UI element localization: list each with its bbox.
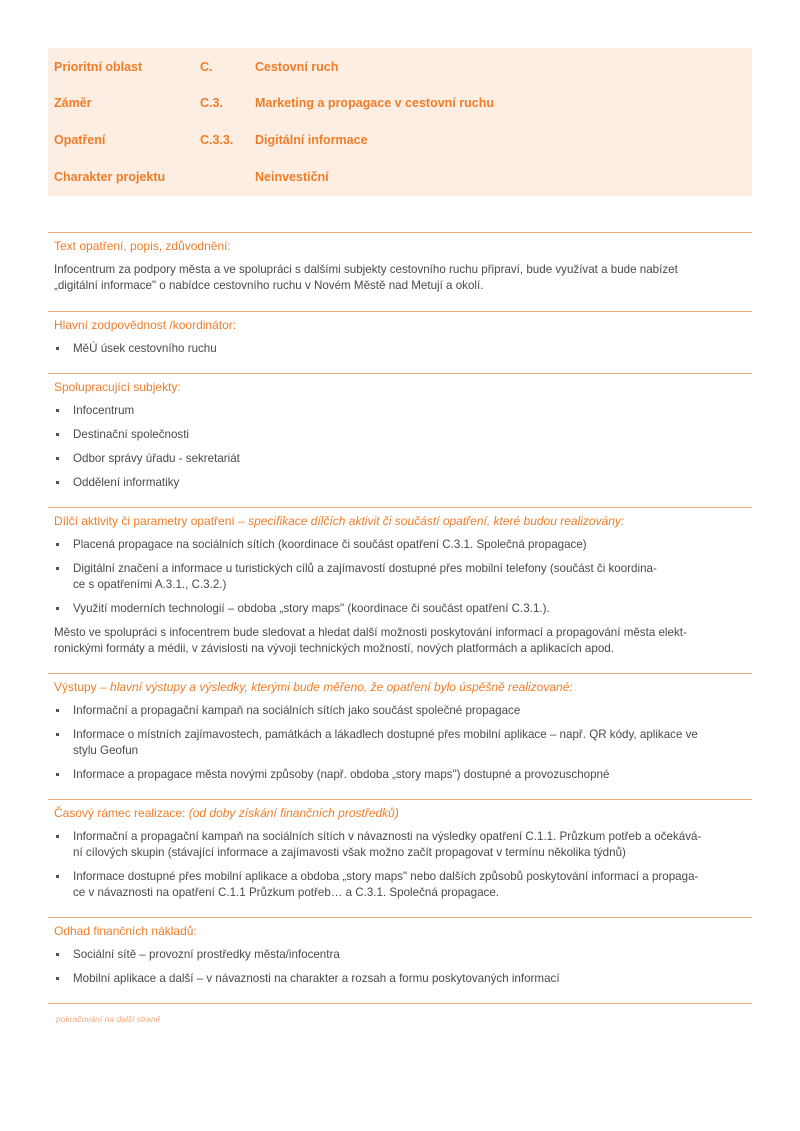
bullet-list — [54, 703, 752, 783]
list-item — [54, 601, 752, 617]
section-outputs — [48, 680, 752, 791]
section-title-main: Dílčí aktivity či parametry opatření — [54, 514, 235, 528]
bullet-list — [54, 341, 752, 357]
header-row-project-type — [48, 170, 752, 190]
header-label: Záměr — [54, 96, 92, 110]
paragraph-line: Město ve spolupráci s infocentrem bude sledovat a hledat další možnosti poskytování informací a propagování města elekt- — [54, 626, 687, 639]
list-item — [54, 537, 752, 553]
section-title: Text opatření, popis, zdůvodnění: — [54, 239, 231, 253]
list-item — [54, 703, 752, 719]
section-title: Spolupracující subjekty: — [54, 380, 181, 394]
bullet-list — [54, 537, 752, 617]
section-title-main: Výstupy — [54, 680, 97, 694]
header-row-measure — [48, 133, 752, 153]
header-label: Opatření — [54, 133, 106, 147]
list-item — [54, 947, 752, 963]
list-item-line: stylu Geofun — [73, 744, 139, 757]
list-item: Odbor správy úřadu - sekretariát — [54, 451, 752, 467]
header-code: C. — [200, 60, 213, 74]
list-item — [54, 829, 752, 861]
list-item-line: Placená propagace na sociálních sítích (koordinace či součást opatření C.3.1. Společná propagace) — [73, 538, 587, 551]
header-value: Digitální informace — [255, 133, 368, 147]
list-item-line: ce s opatřeními A.3.1., C.3.2.) — [73, 578, 227, 591]
section-title-subtitle: – specifikace dílčích aktivit či součástí opatření, které budou realizovány: — [234, 514, 625, 528]
paragraph-line: „digitální informace" o nabídce cestovního ruchu v Novém Městě nad Metují a okolí. — [54, 279, 484, 292]
bullet-list — [54, 403, 752, 491]
header-row-priority-area — [48, 60, 752, 80]
list-item-line: Digitální značení a informace u turistických cílů a zajímavostí dostupné přes mobilní telefony (součást či koordina- — [73, 562, 657, 575]
section-paragraph — [54, 262, 752, 294]
section-timeframe — [48, 806, 752, 909]
bullet-list — [54, 947, 752, 987]
section-title-subtitle: – hlavní výstupy a výsledky, kterými bude měřeno, že opatření bylo úspěšně realizované: — [96, 680, 573, 694]
divider — [48, 311, 752, 312]
divider — [48, 373, 752, 374]
list-item-line: Mobilní aplikace a další – v návaznosti na charakter a rozsah a formu poskytovaných informací — [73, 972, 560, 985]
header-row-intent — [48, 96, 752, 116]
divider — [48, 917, 752, 918]
section-title: Odhad finančních nákladů: — [54, 924, 197, 938]
divider — [48, 673, 752, 674]
header-label: Prioritní oblast — [54, 60, 143, 74]
list-item — [54, 971, 752, 987]
header-code: C.3. — [200, 96, 223, 110]
list-item-line: ní cílových skupin (stávající informace a zajímavosti však možno začít propagovat v termínu několika týdnů) — [73, 846, 626, 859]
section-title — [54, 680, 752, 695]
list-item-line: Informace o místních zajímavostech, památkách a lákadlech dostupné přes mobilní aplikace – např. QR kódy, aplikace ve — [73, 728, 698, 741]
header-code: C.3.3. — [200, 133, 234, 147]
section-partners — [48, 380, 752, 499]
divider — [48, 507, 752, 508]
section-title — [54, 806, 752, 821]
list-item — [54, 727, 752, 759]
section-paragraph — [54, 625, 752, 657]
measure-header — [48, 48, 752, 196]
section-title-subtitle: (od doby získání finančních prostředků) — [185, 806, 399, 820]
list-item — [54, 869, 752, 901]
list-item-line: Informace dostupné přes mobilní aplikace a obdoba „story maps" nebo dalších způsobů poskytování informací a propaga- — [73, 870, 699, 883]
section-title-main: Časový rámec realizace: — [54, 806, 186, 820]
header-value: Neinvestiční — [255, 170, 329, 184]
divider — [48, 1003, 752, 1004]
list-item-line: Informační a propagační kampaň na sociálních sítích jako součást společné propagace — [73, 704, 521, 717]
section-costs — [48, 924, 752, 995]
list-item: MěÚ úsek cestovního ruchu — [54, 341, 752, 357]
paragraph-line: Infocentrum za podpory města a ve spolupráci s dalšími subjekty cestovního ruchu připraví, bude využívat a bude nabízet — [54, 263, 678, 276]
list-item: Oddělení informatiky — [54, 475, 752, 491]
section-responsibility — [48, 318, 752, 365]
header-value: Cestovní ruch — [255, 60, 339, 74]
bullet-list — [54, 829, 752, 901]
divider — [48, 799, 752, 800]
section-description — [48, 239, 752, 294]
section-activities — [48, 514, 752, 657]
continuation-note: pokračování na další straně — [56, 1014, 161, 1024]
section-title: Hlavní zodpovědnost /koordinátor: — [54, 318, 237, 332]
list-item-line: Informační a propagační kampaň na sociálních sítích v návaznosti na výsledky opatření C.1.1. Průzkum potřeb a očekává- — [73, 830, 702, 843]
paragraph-line: ronickými formáty a médii, v závislosti na vývoji technických možností, nových platformách a aplikacích apod. — [54, 642, 614, 655]
list-item — [54, 767, 752, 783]
header-label: Charakter projektu — [54, 170, 166, 184]
section-title — [54, 514, 752, 529]
list-item-line: Informace a propagace města novými způsoby (např. obdoba „story maps") dostupné a provozuschopné — [73, 768, 610, 781]
list-item-line: Využití moderních technologií – obdoba „story maps" (koordinace či součást opatření C.3.1.). — [73, 602, 550, 615]
list-item — [54, 561, 752, 593]
list-item: Infocentrum — [54, 403, 752, 419]
header-value: Marketing a propagace v cestovní ruchu — [255, 96, 494, 110]
divider — [48, 232, 752, 233]
list-item-line: ce v návaznosti na opatření C.1.1 Průzkum potřeb… a C.3.1. Společná propagace. — [73, 886, 499, 899]
list-item-line: Sociální sítě – provozní prostředky města/infocentra — [73, 948, 340, 961]
list-item: Destinační společnosti — [54, 427, 752, 443]
